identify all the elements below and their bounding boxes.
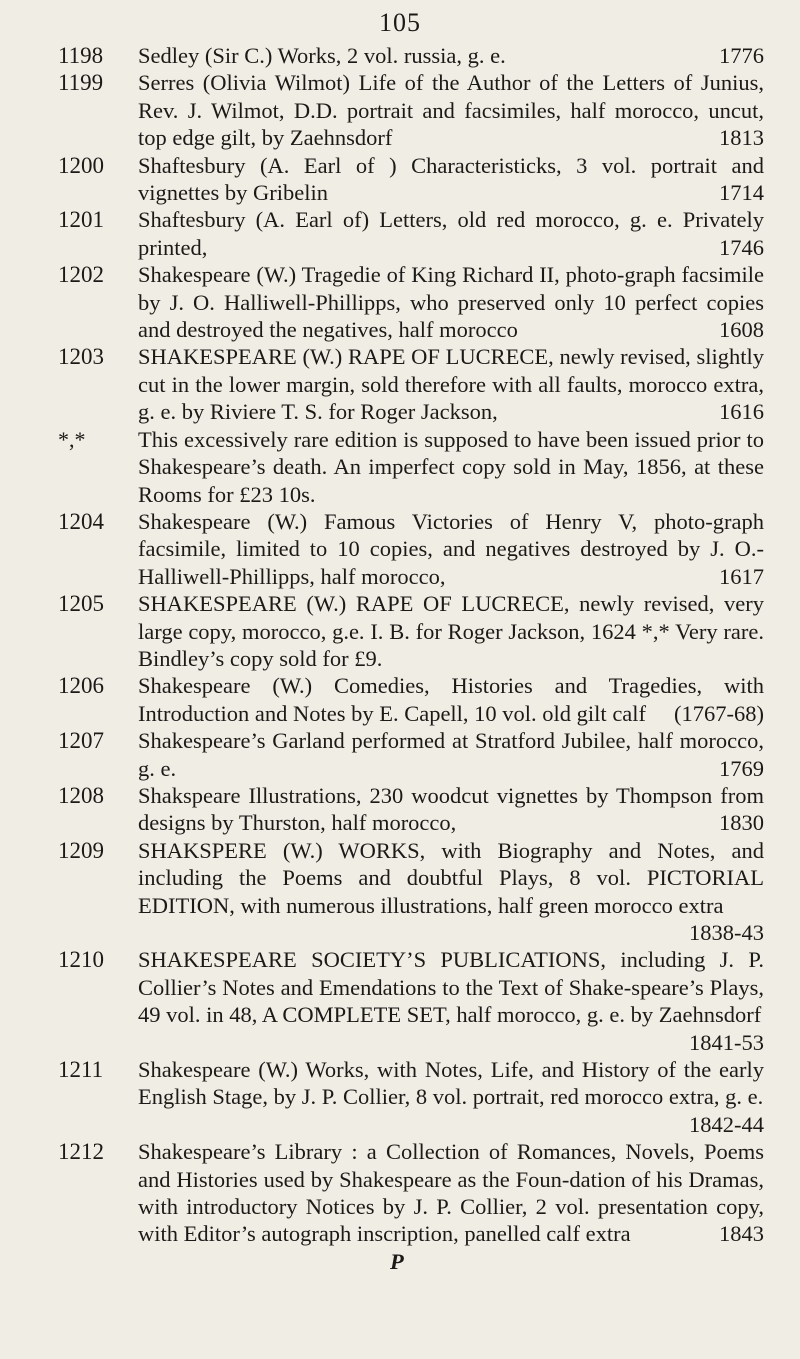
lot-number: 1206 [58,673,104,699]
lot-date: 1842-44 [689,1111,764,1137]
lot-description: Shaftesbury (A. Earl of ) Characteristicks, 3 vol. portrait and vignettes by Gribelin [138,152,764,206]
lot-date: 1608 [719,317,764,343]
lot-date: 1714 [719,180,764,206]
lot-number: 1201 [58,207,104,233]
lot-number: 1207 [58,728,104,754]
lot-number: 1211 [58,1057,104,1083]
lot-entry [58,782,764,837]
lot-number: 1200 [58,152,104,178]
catchword-line [58,1248,764,1275]
lot-date: 1830 [719,810,764,836]
lot-date: 1616 [719,399,764,425]
catchword: P [390,1248,404,1274]
lot-number: 1205 [58,591,104,617]
lot-note [58,426,764,508]
lot-number: 1203 [58,344,104,370]
lot-description: Shaftesbury (A. Earl of) Letters, old red morocco, g. e. Privately printed, [138,207,764,260]
lot-entry [58,1056,764,1138]
lot-description: Shakespeare’s Library : a Collection of Romances, Novels, Poems and Histories used by Shakespeare as the Foun-dation of his Dramas, with introductory Notices by J. P. Collier, 2 vol. presentation copy, with Editor’s autograph inscription, panelled calf extra [138,1139,764,1247]
note-asterism: *,* [58,426,86,452]
lot-number: 1199 [58,70,104,96]
lot-description: SHAKESPEARE (W.) RAPE OF LUCRECE, newly revised, slightly cut in the lower margin, sold therefore with all faults, morocco extra, g. e. by Riviere T. S. for Roger Jackson, [138,344,764,425]
lot-number: 1198 [58,43,104,68]
lot-entry [58,727,764,782]
lot-entry [58,42,764,69]
lot-description: Shakespeare’s Garland performed at Stratford Jubilee, half morocco, g. e. [138,728,764,781]
lot-entry [58,508,764,590]
page-number: 105 [379,8,421,37]
lot-number: 1209 [58,837,104,863]
lot-entry [58,1138,764,1248]
lot-entry [58,69,764,151]
lot-entry [58,837,764,947]
lot-entry [58,590,764,672]
lot-description: Shakspeare Illustrations, 230 woodcut vignettes by Thompson from designs by Thurston, half morocco, [138,782,764,836]
lot-description: Sedley (Sir C.) Works, 2 vol. russia, g. e. [138,43,506,68]
lot-entry [58,206,764,261]
lot-date: 1617 [719,563,764,589]
lot-date: 1841-53 [689,1029,764,1055]
lot-number: 1210 [58,947,104,973]
lot-date: (1767-68) [674,700,764,726]
lot-entry [58,946,764,1056]
lot-date: 1776 [719,43,764,68]
lot-date: 1769 [719,755,764,781]
lot-description: SHAKSPERE (W.) WORKS, with Biography and Notes, and including the Poems and doubtful Plays, 8 vol. PICTORIAL EDITION, with numerous illustrations, half green morocco extra [138,837,764,918]
lot-description: Shakespeare (W.) Famous Victories of Henry V, photo-graph facsimile, limited to 10 copies, and negatives destroyed by J. O.-Halliwell-Phillipps, half morocco, [138,508,764,589]
lot-number: 1212 [58,1139,104,1165]
lot-description: Shakespeare (W.) Works, with Notes, Life, and History of the early English Stage, by J. P. Collier, 8 vol. portrait, red morocco extra, g. e. [138,1057,764,1110]
lot-description: Shakespeare (W.) Tragedie of King Richard II, photo-graph facsimile by J. O. Halliwell-Phillipps, who preserved only 10 perfect copies and destroyed the negatives, half morocco [138,262,764,343]
lot-entry [58,261,764,343]
lot-number: 1208 [58,782,104,808]
lot-description: Serres (Olivia Wilmot) Life of the Author of the Letters of Junius, Rev. J. Wilmot, D.D. portrait and facsimiles, half morocco, uncut, top edge gilt, by Zaehnsdorf [138,70,764,151]
lot-entry [58,672,764,727]
lot-number: 1202 [58,262,104,288]
lot-date: 1746 [719,234,764,260]
lot-entry [58,343,764,425]
lot-number: 1204 [58,508,104,534]
lot-list [58,42,764,1275]
lot-description: SHAKESPEARE (W.) RAPE OF LUCRECE, newly revised, very large copy, morocco, g.e. I. B. for Roger Jackson, 1624 *,* Very rare. Bindley’s copy sold for £9. [138,591,764,671]
lot-date: 1843 [719,1221,764,1247]
lot-date: 1813 [719,125,764,151]
note-text: This excessively rare edition is supposed to have been issued prior to Shakespeare’s death. An imperfect copy sold in May, 1856, at these Rooms for £23 10s. [138,426,764,507]
lot-date: 1838-43 [689,920,764,945]
lot-entry [58,152,764,207]
lot-description: Shakespeare (W.) Comedies, Histories and Tragedies, with Introduction and Notes by E. Capell, 10 vol. old gilt calf [138,673,764,726]
lot-description: SHAKESPEARE SOCIETY’S PUBLICATIONS, including J. P. Collier’s Notes and Emendations to the Text of Shake-speare’s Plays, 49 vol. in 48, A COMPLETE SET, half morocco, g. e. by Zaehnsdorf [138,947,764,1028]
